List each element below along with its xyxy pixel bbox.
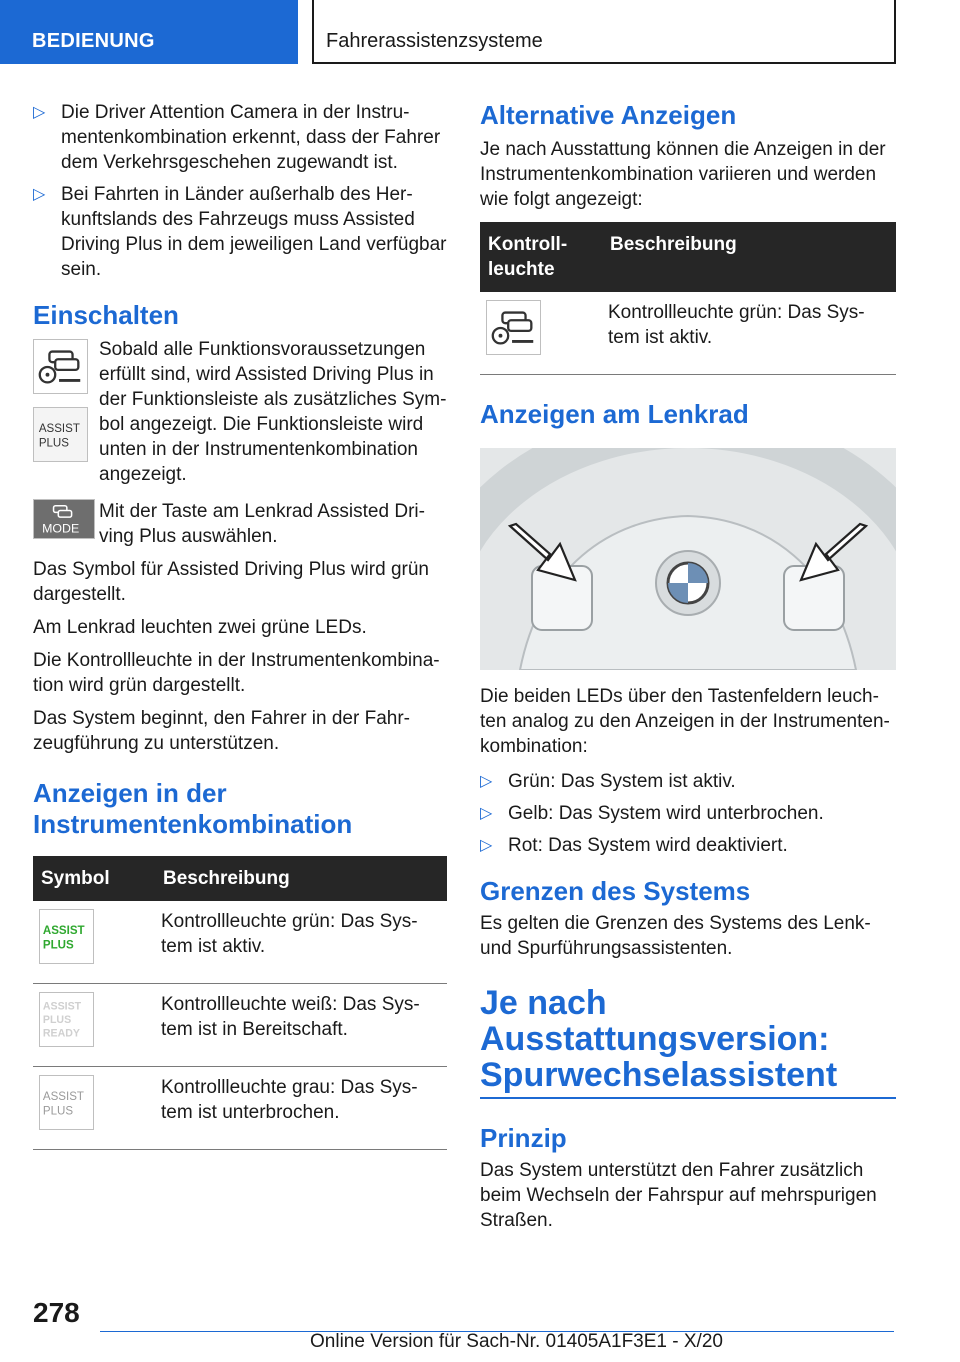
assist-car-icon xyxy=(33,339,88,394)
section-title: BEDIENUNG xyxy=(32,30,155,52)
chapter-heading: Je nach Ausstattungsversion: Spurwechselassistent xyxy=(480,984,838,1094)
lenkrad-text: Die beiden LEDs über den Tastenfeldern leuch-ten analog zu den Anzeigen in der Instrumenten-kombination: xyxy=(480,686,890,757)
steering-wheel-illustration xyxy=(480,448,896,670)
table-row xyxy=(480,292,896,375)
svg-text:ASSIST: ASSIST xyxy=(42,1000,82,1013)
table-header-row xyxy=(480,222,896,292)
assist-car-icon xyxy=(486,300,541,355)
svg-text:PLUS: PLUS xyxy=(42,939,74,952)
section-heading-alternative: Alternative Anzeigen xyxy=(480,100,737,130)
table-header: Beschreibung xyxy=(610,234,737,255)
paragraph: Das System beginnt, den Fahrer in der Fahr-zeugführung zu unterstützen. xyxy=(33,708,411,754)
assist-plus-grey-icon xyxy=(39,1075,94,1130)
einschalten-text: Sobald alle Funktionsvoraussetzungen erfüllt sind, wird Assisted Driving Plus in der Funktionsleiste als zusätzliches Sym-bol angezeigt. Die Funktionsleiste wird unten in der Instrumentenkombination angezeigt. xyxy=(99,339,447,485)
left-column xyxy=(33,100,447,1150)
prinzip-text: Das System unterstützt den Fahrer zusätzlich beim Wechseln der Fahrspur auf mehrspurigen Straßen. xyxy=(480,1160,877,1231)
table-row xyxy=(33,984,447,1067)
section-heading-einschalten: Einschalten xyxy=(33,300,179,330)
section-heading-prinzip: Prinzip xyxy=(480,1123,567,1153)
assist-plus-green-icon xyxy=(39,909,94,964)
svg-text:PLUS: PLUS xyxy=(42,1013,72,1026)
grenzen-text: Es gelten die Grenzen des Systems des Lenk- und Spurführungsassistenten. xyxy=(480,913,871,959)
assist-plus-icon xyxy=(33,407,88,462)
table-cell: Kontrollleuchte grün: Das Sys-tem ist aktiv. xyxy=(602,292,896,375)
table-header: Kontroll-leuchte xyxy=(488,234,568,280)
section-tab xyxy=(0,0,298,64)
mode-button-icon xyxy=(33,499,95,539)
chapter-title: Fahrerassistenzsysteme xyxy=(326,30,543,52)
assist-plus-ready-icon xyxy=(39,992,94,1047)
triangle-right-icon: ▷ xyxy=(480,773,493,790)
bullet-list xyxy=(33,100,447,282)
section-heading-anzeigen: Anzeigen in der Instrumentenkombination xyxy=(33,778,353,839)
icon-column xyxy=(33,499,99,549)
section-heading-lenkrad: Anzeigen am Lenkrad xyxy=(480,399,749,429)
heading-rule xyxy=(480,1097,896,1099)
section-heading-grenzen: Grenzen des Systems xyxy=(480,876,751,906)
triangle-right-icon: ▷ xyxy=(480,837,493,854)
footer-text: Online Version für Sach-Nr. 01405A1F3E1 - X/20 xyxy=(310,1331,723,1352)
svg-text:ASSIST: ASSIST xyxy=(38,423,80,436)
alt-table xyxy=(480,222,896,375)
triangle-right-icon: ▷ xyxy=(33,186,46,203)
page-number: 278 xyxy=(33,1297,80,1328)
mode-block xyxy=(33,499,447,549)
triangle-right-icon: ▷ xyxy=(480,805,493,822)
list-item: ▷ Rot: Das System wird deaktiviert. xyxy=(480,835,788,856)
table-header-row xyxy=(33,856,447,901)
table-cell: Kontrollleuchte grau: Das Sys-tem ist unterbrochen. xyxy=(155,1067,447,1150)
mode-text: Mit der Taste am Lenkrad Assisted Dri-ving Plus auswählen. xyxy=(99,501,425,547)
svg-text:PLUS: PLUS xyxy=(38,437,69,450)
list-item: ▷ Die Driver Attention Camera in der Instru-mentenkombination erkennt, dass der Fahrer dem Verkehrsgeschehen zugewandt ist. xyxy=(33,102,441,173)
list-item: ▷ Bei Fahrten in Länder außerhalb des Her-kunftslands des Fahrzeugs muss Assisted Driving Plus in dem jeweiligen Land verfügbar sein. xyxy=(33,184,447,280)
table-cell: Kontrollleuchte grün: Das Sys-tem ist aktiv. xyxy=(155,901,447,984)
table-row xyxy=(33,1067,447,1150)
triangle-right-icon: ▷ xyxy=(33,104,46,121)
table-header: Beschreibung xyxy=(163,868,290,889)
svg-text:READY: READY xyxy=(42,1027,80,1040)
right-column xyxy=(480,100,896,1233)
list-item: ▷ Gelb: Das System wird unterbrochen. xyxy=(480,803,824,824)
alt-text: Je nach Ausstattung können die Anzeigen in der Instrumentenkombination variieren und werden wie folgt angezeigt: xyxy=(480,139,886,210)
list-item: ▷ Grün: Das System ist aktiv. xyxy=(480,771,736,792)
paragraph: Am Lenkrad leuchten zwei grüne LEDs. xyxy=(33,617,367,638)
svg-text:MODE: MODE xyxy=(42,521,80,536)
paragraph: Das Symbol für Assisted Driving Plus wird grün dargestellt. xyxy=(33,559,429,605)
symbol-table xyxy=(33,856,447,1150)
svg-text:ASSIST: ASSIST xyxy=(42,925,85,938)
table-cell: Kontrollleuchte weiß: Das Sys-tem ist in Bereitschaft. xyxy=(155,984,447,1067)
icon-column xyxy=(33,337,99,487)
svg-text:PLUS: PLUS xyxy=(42,1105,74,1118)
steering-wheel-image xyxy=(480,448,896,670)
table-row xyxy=(33,901,447,984)
bullet-list xyxy=(480,769,896,858)
einschalten-block xyxy=(33,337,447,487)
paragraph: Die Kontrollleuchte in der Instrumentenkombina-tion wird grün dargestellt. xyxy=(33,650,440,696)
svg-text:ASSIST: ASSIST xyxy=(42,1091,84,1104)
table-header: Symbol xyxy=(41,868,110,889)
chapter-header xyxy=(312,0,896,64)
